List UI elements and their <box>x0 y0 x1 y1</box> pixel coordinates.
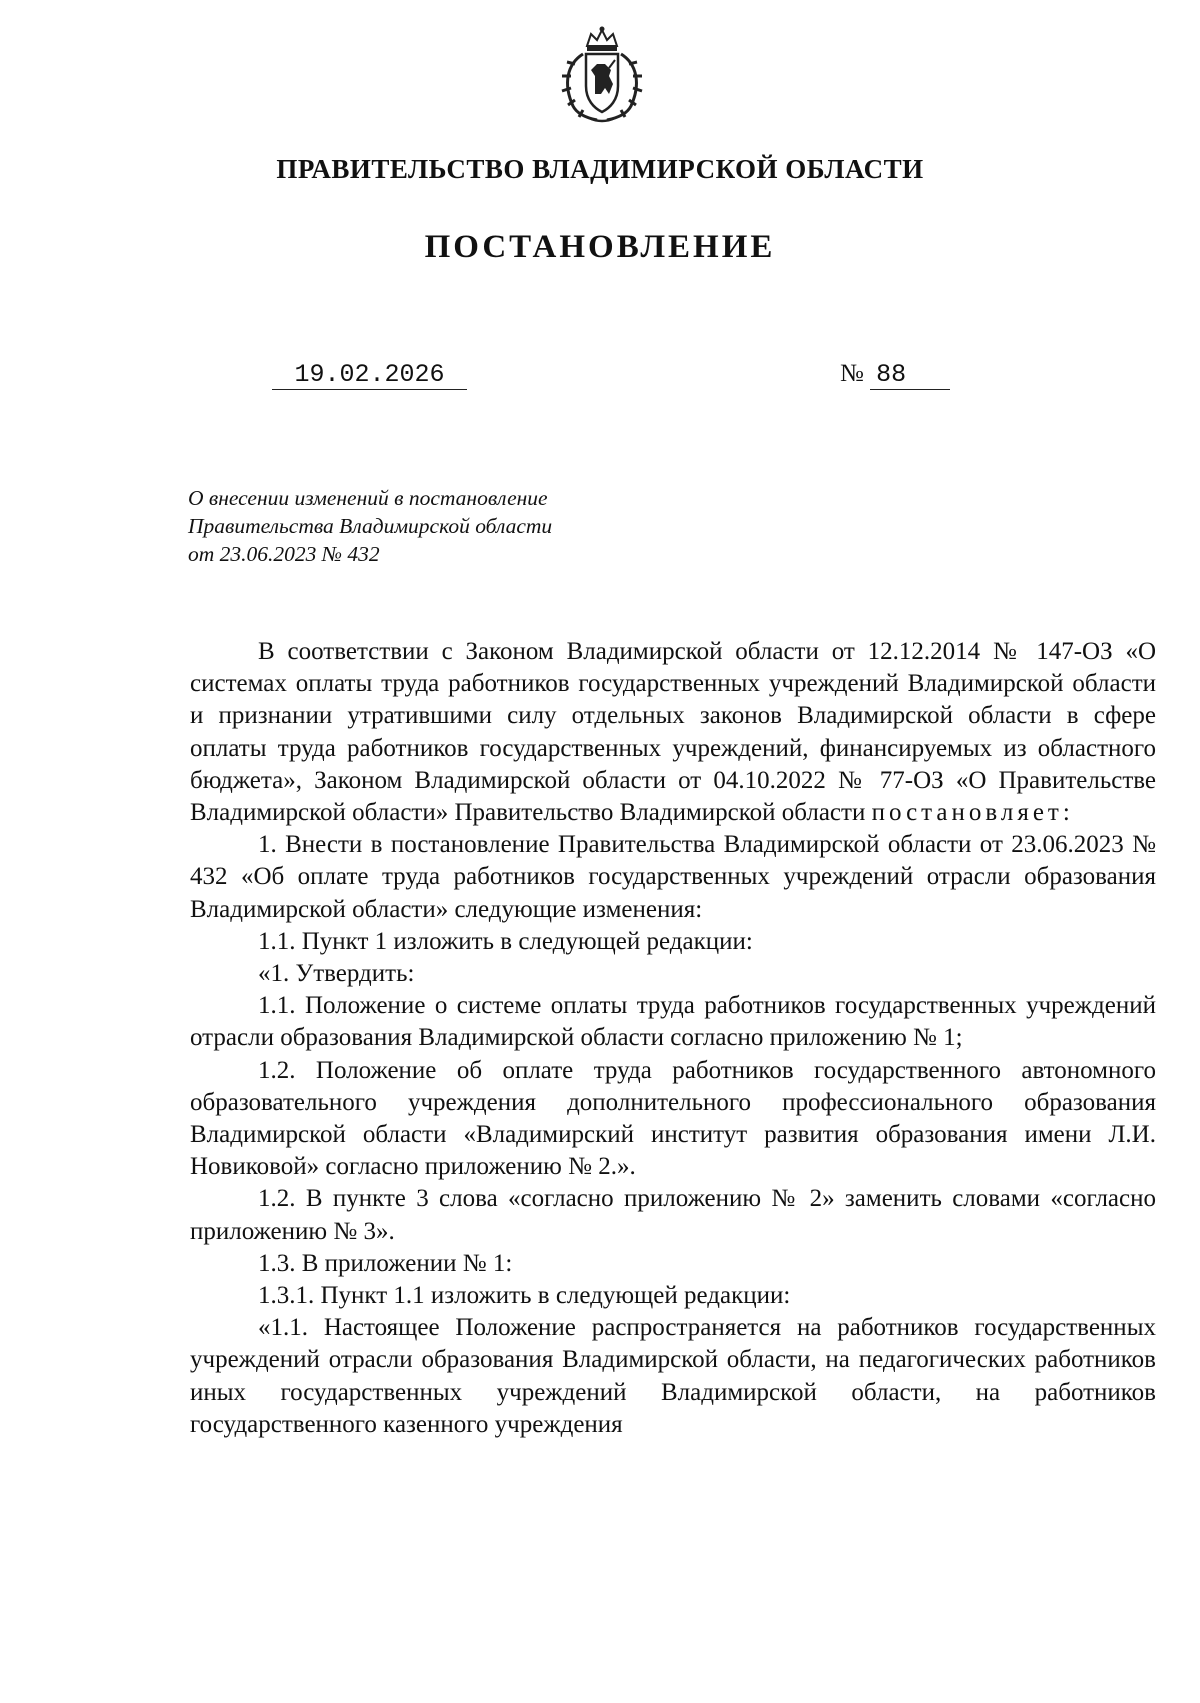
document-type-title: ПОСТАНОВЛЕНИЕ <box>424 229 776 265</box>
paragraph-1-1: 1.1. Пункт 1 изложить в следующей редакции: <box>258 927 753 955</box>
paragraph-1-3: 1.3. В приложении № 1: <box>258 1249 513 1277</box>
document-number-field <box>840 360 950 390</box>
document-body <box>190 636 1156 1441</box>
decree-word: постановляет: <box>871 799 1074 827</box>
document-number: 88 <box>870 360 950 390</box>
paragraph-approve-1: 1.1. Положение о системе оплаты труда работников государственных учреждений отрасли образования Владимирской области согласно приложению № 1; <box>190 992 1156 1052</box>
subject-line: от 23.06.2023 № 432 <box>188 542 380 566</box>
coat-of-arms-emblem <box>553 24 651 124</box>
coat-of-arms-icon <box>553 24 651 124</box>
paragraph-1: 1. Внести в постановление Правительства Владимирской области от 23.06.2023 № 432 «Об оплате труда работников государственных учреждений отрасли образования Владимирской области» следующие изменения: <box>190 831 1156 923</box>
paragraph-scope: «1.1. Настоящее Положение распространяется на работников государственных учреждений отрасли образования Владимирской области, на педагогических работников иных государственных учреждений Владимирской области, на работников государственного казенного учреждения <box>190 1314 1156 1438</box>
document-subject <box>188 484 618 568</box>
document-date-field <box>272 360 467 390</box>
organization-title: ПРАВИТЕЛЬСТВО ВЛАДИМИРСКОЙ ОБЛАСТИ <box>276 154 924 184</box>
number-sign: № <box>840 360 864 387</box>
paragraph-approve: «1. Утвердить: <box>258 960 415 988</box>
subject-line: О внесении изменений в постановление <box>188 486 548 510</box>
paragraph-1-3-1: 1.3.1. Пункт 1.1 изложить в следующей редакции: <box>258 1282 791 1310</box>
paragraph-approve-2: 1.2. Положение об оплате труда работников государственного автономного образовательного учреждения дополнительного профессионального образования Владимирской области «Владимирский институт развития образования имени Л.И. Новиковой» согласно приложению № 2.». <box>190 1056 1156 1181</box>
preamble-paragraph <box>190 636 1156 829</box>
subject-line: Правительства Владимирской области <box>188 514 553 538</box>
paragraph-1-2: 1.2. В пункте 3 слова «согласно приложению № 2» заменить словами «согласно приложению № 3». <box>190 1185 1156 1245</box>
preamble-text: В соответствии с Законом Владимирской области от 12.12.2014 № 147-ОЗ «О системах оплаты труда работников государственных учреждений Владимирской области и признании утратившими силу отдельных законов Владимирской области в сфере оплаты труда работников государственных учреждений, финансируемых из областного бюджета», Законом Владимирской области от 04.10.2022 № 77-ОЗ «О Правительстве Владимирской области» Правительство Владимирской области <box>190 638 1156 827</box>
document-date: 19.02.2026 <box>294 360 445 389</box>
